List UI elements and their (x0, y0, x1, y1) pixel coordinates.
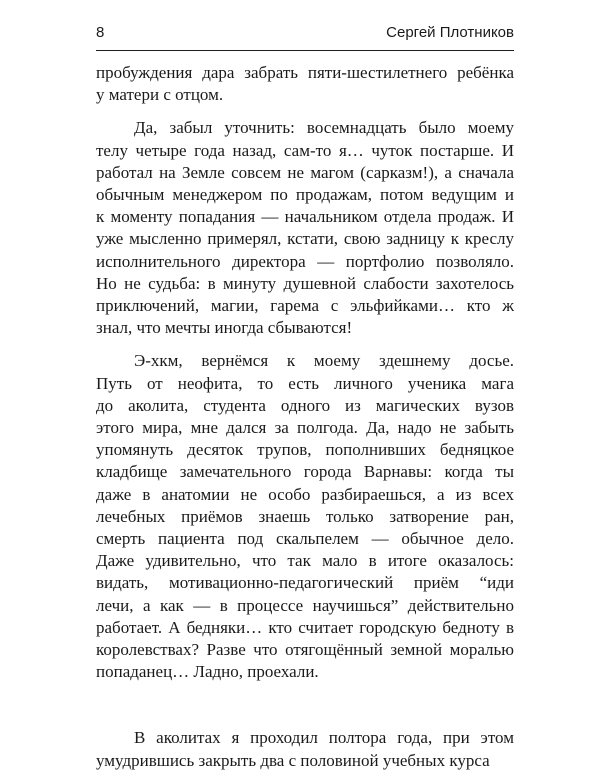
text-line: приключений, магии, гарема с эльфийками… кто ж (96, 296, 514, 316)
text-line: В аколитах я проходил полтора года, при этом (134, 728, 514, 748)
text-line: этого мира, мне дался за полгода. Да, надо не забыть (96, 418, 514, 438)
text-line: уже мысленно примерял, кстати, свою задницу к креслу (96, 229, 514, 249)
text-line: смерть пациента под скальпелем — обычное дело. (96, 529, 514, 549)
body-text (96, 62, 514, 772)
text-line: королевствах? Разве что отягощённый земной моралью (96, 640, 514, 660)
text-line: обычным менеджером по продажам, потом ведущим и (96, 185, 514, 205)
text-line: упомянуть десяток трупов, пополнивших бедняцкое (96, 440, 514, 460)
text-line: исполнительного директора — портфолио позволяло. (96, 251, 514, 271)
text-line: работал на Земле совсем не магом (сарказм!), а сначала (96, 162, 514, 182)
paragraph (96, 117, 514, 339)
text-line: телу четыре года назад, сам-то я… чуток постарше. И (96, 140, 514, 160)
paragraph (96, 350, 514, 683)
page-header (96, 18, 514, 51)
text-line: видать, мотивационно-педагогический приём “иди (96, 573, 514, 593)
text-line: Даже удивительно, что так мало в итоге оказалось: (96, 551, 514, 571)
running-title: Сергей Плотников (386, 24, 514, 41)
text-line: пробуждения дара забрать пяти-шестилетнего ребёнка (96, 63, 514, 82)
text-line: даже в анатомии не особо разбираешься, а из всех (96, 484, 514, 504)
text-line: Путь от неофита, то есть личного ученика мага (96, 373, 514, 393)
text-line: Но не судьба: в минуту душевной слабости захотелось (96, 273, 514, 293)
text-line: умудрившись закрыть два с половиной учебных курса (96, 750, 490, 770)
text-line: кладбище замечательного города Варнавы: когда ты (96, 462, 514, 482)
text-line: Да, забыл уточнить: восемнадцать было моему (134, 118, 514, 138)
paragraph (96, 62, 514, 106)
text-line: лечи, а как — в процессе научишься” действительно (96, 595, 514, 615)
text-line: до аколита, студента одного из магических вузов (96, 395, 514, 415)
text-line: у матери с отцом. (96, 85, 224, 105)
text-line: работает. А бедняки… кто считает городскую бедноту в (96, 617, 514, 637)
text-line: лечебных приёмов знаешь только затворение ран, (96, 506, 514, 526)
text-line: попаданец… Ладно, проехали. (96, 662, 319, 682)
text-line: Э-хкм, вернёмся к моему здешнему досье. (134, 351, 514, 371)
text-line: к моменту попадания — начальником отдела продаж. И (96, 207, 514, 227)
page-number: 8 (96, 24, 105, 41)
text-line: знал, что мечты иногда сбываются! (96, 318, 353, 338)
